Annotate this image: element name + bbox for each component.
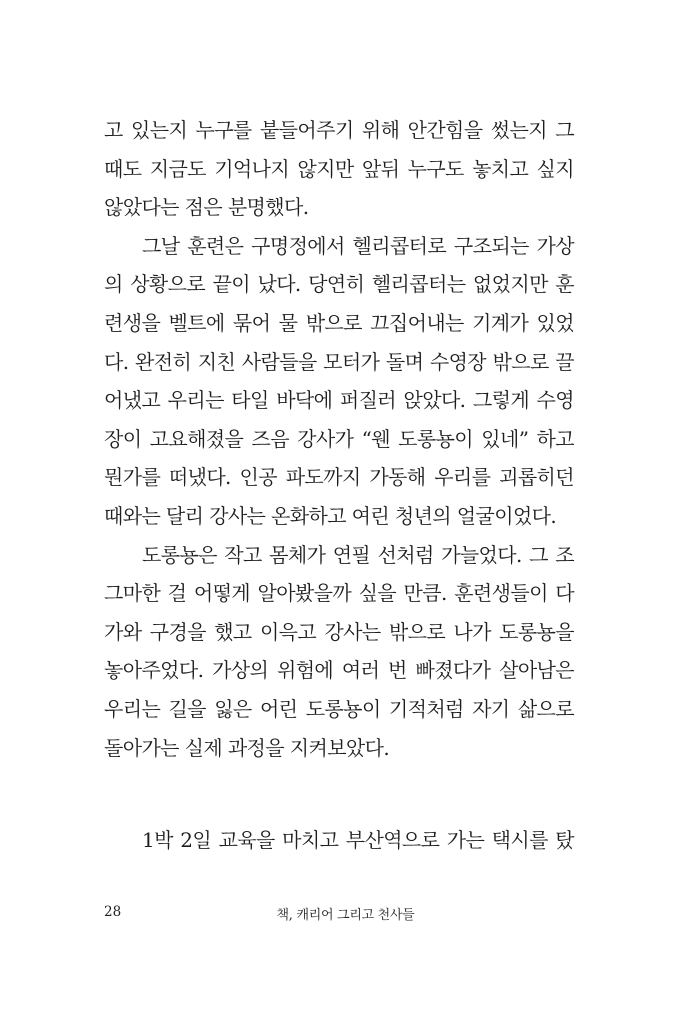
text-line: 도롱뇽은 작고 몸체가 연필 선처럼 가늘었다. 그 조 [142,542,574,567]
text-line: 그마한 걸 어떻게 알아봤을까 싶을 만큼. 훈련생들이 다 [104,581,574,606]
text-line: 않았다는 점은 분명했다. [104,195,309,220]
page-footer [0,904,691,928]
text-line: 우리는 길을 잃은 어린 도롱뇽이 기적처럼 자기 삶으로 [104,696,574,721]
page-number: 28 [104,904,122,920]
text-line: 장이 고요해졌을 즈음 강사가 “웬 도롱뇽이 있네” 하고 [104,426,574,451]
text-line: 련생을 벨트에 묶어 물 밖으로 끄집어내는 기계가 있었 [104,310,574,335]
body-text [104,111,574,860]
text-line: 가와 구경을 했고 이윽고 강사는 밖으로 나가 도롱뇽을 [104,619,574,644]
text-line: 다. 완전히 지친 사람들을 모터가 돌며 수영장 밖으로 끌 [104,349,574,374]
text-line: 어냈고 우리는 타일 바닥에 퍼질러 앉았다. 그렇게 수영 [104,388,574,413]
text-line: 뭔가를 떠냈다. 인공 파도까지 가동해 우리를 괴롭히던 [104,465,574,490]
text-line: 1박 2일 교육을 마치고 부산역으로 가는 택시를 탔 [142,828,574,853]
text-line: 놓아주었다. 가상의 위험에 여러 번 빠졌다가 살아남은 [104,658,574,683]
text-line: 그날 훈련은 구명정에서 헬리콥터로 구조되는 가상 [142,233,574,258]
text-line: 의 상황으로 끝이 났다. 당연히 헬리콥터는 없었지만 훈 [104,272,574,297]
text-line: 돌아가는 실제 과정을 지켜보았다. [104,735,390,760]
running-title: 책, 캐리어 그리고 천사들 [276,908,415,923]
section-gap [104,767,574,821]
text-line: 때와는 달리 강사는 온화하고 여린 청년의 얼굴이었다. [104,503,557,528]
text-line: 고 있는지 누구를 붙들어주기 위해 안간힘을 썼는지 그 [104,118,574,142]
text-line: 때도 지금도 기억나지 않지만 앞뒤 누구도 놓치고 싶지 [104,156,574,181]
